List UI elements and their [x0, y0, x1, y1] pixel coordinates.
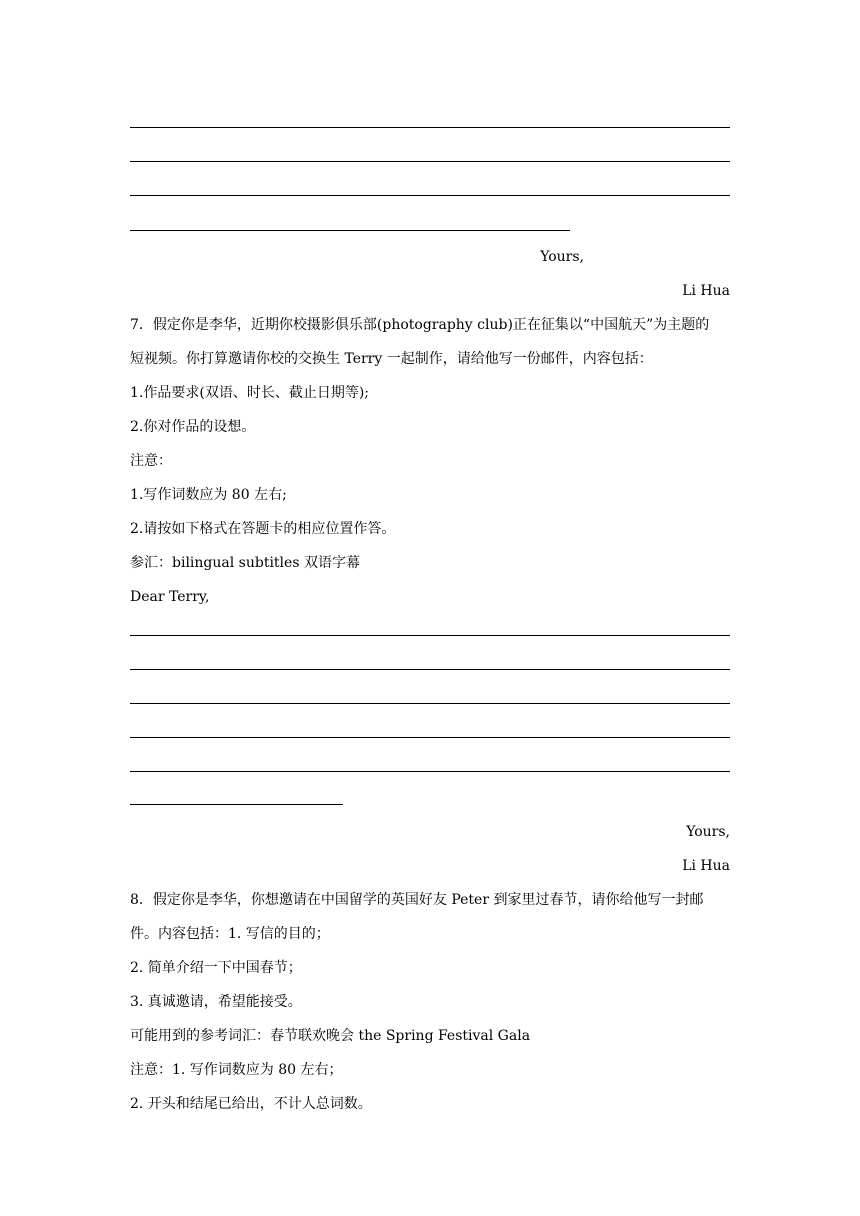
answer-line — [130, 669, 730, 670]
q7-closing-signature: Li Hua — [682, 858, 730, 874]
closing-signature: Li Hua — [682, 283, 730, 299]
answer-line — [130, 771, 730, 772]
q7-note-2: 2.请按如下格式在答题卡的相应位置作答。 — [130, 521, 396, 537]
q7-item-1: 1.作品要求(双语、时长、截止日期等); — [130, 385, 369, 401]
q8-prompt-line-2: 件。内容包括：1. 写信的目的； — [130, 926, 330, 942]
q8-prompt-line-1: 8．假定你是李华，你想邀请在中国留学的英国好友 Peter 到家里过春节，请你给他写一封邮 — [130, 892, 704, 908]
answer-line — [130, 737, 730, 738]
q7-vocab: 参汇：bilingual subtitles 双语字幕 — [130, 555, 360, 571]
answer-line — [130, 230, 570, 231]
answer-line — [130, 703, 730, 704]
answer-line — [130, 195, 730, 196]
q8-item-3: 3. 真诚邀请，希望能接受。 — [130, 994, 302, 1010]
answer-line — [130, 804, 343, 805]
q7-prompt-line-2: 短视频。你打算邀请你校的交换生 Terry 一起制作，请给他写一份邮件，内容包括： — [130, 351, 653, 367]
closing-yours: Yours, — [540, 249, 584, 265]
answer-line — [130, 161, 730, 162]
q7-note-heading: 注意： — [130, 453, 172, 469]
q7-note-1: 1.写作词数应为 80 左右; — [130, 487, 287, 503]
answer-line — [130, 127, 730, 128]
q8-note-2: 2. 开头和结尾已给出，不计人总词数。 — [130, 1096, 372, 1112]
q7-salutation: Dear Terry, — [130, 589, 210, 605]
q7-prompt-line-1: 7．假定你是李华，近期你校摄影俱乐部(photography club)正在征集以“中国航天”为主题的 — [130, 317, 710, 333]
q8-vocab: 可能用到的参考词汇：春节联欢晚会 the Spring Festival Gala — [130, 1028, 531, 1044]
q8-note-1: 注意：1. 写作词数应为 80 左右； — [130, 1062, 343, 1078]
q7-closing-yours: Yours, — [686, 824, 730, 840]
answer-line — [130, 635, 730, 636]
q8-item-2: 2. 简单介绍一下中国春节； — [130, 960, 302, 976]
q7-item-2: 2.你对作品的设想。 — [130, 419, 256, 435]
